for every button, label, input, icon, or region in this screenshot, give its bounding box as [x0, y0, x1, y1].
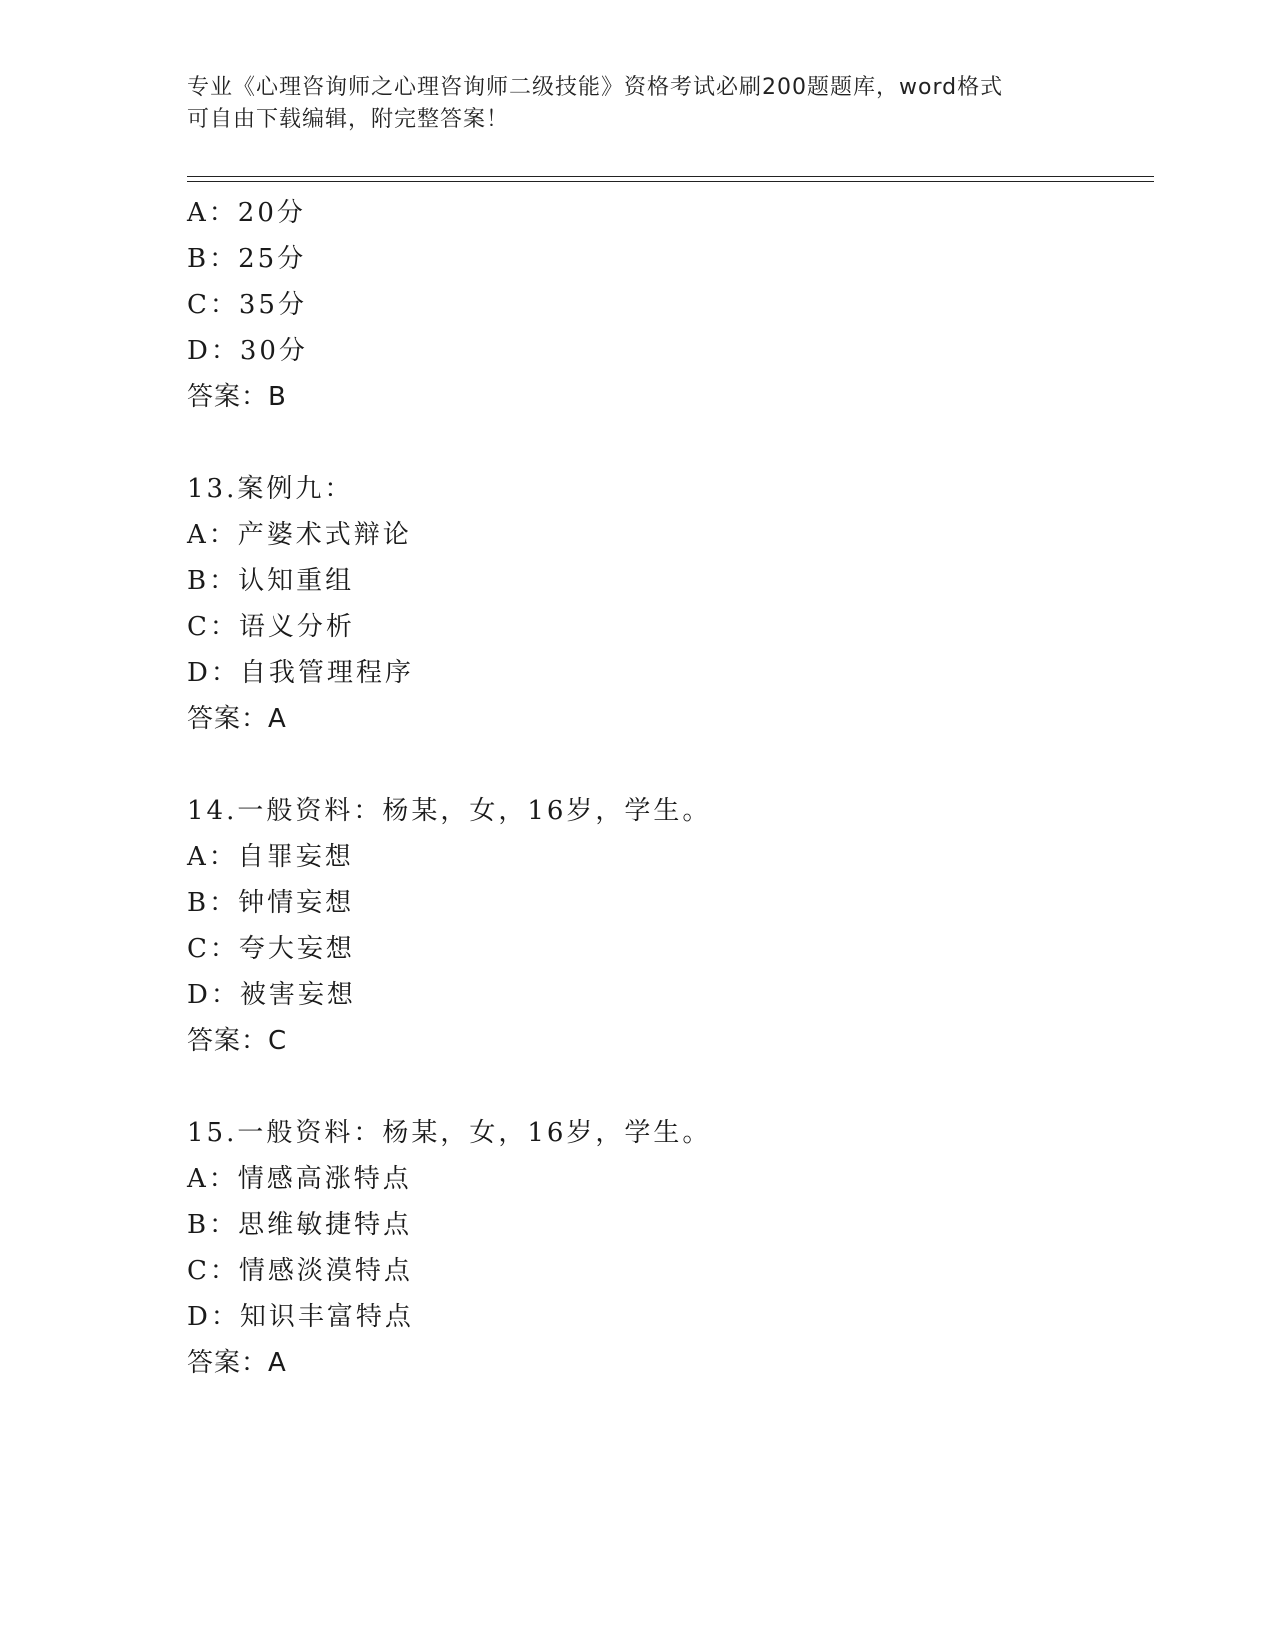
option-b: B：认知重组 — [187, 566, 355, 596]
question-stem: 13.案例九： — [187, 474, 354, 504]
option-b: B：思维敏捷特点 — [187, 1210, 413, 1240]
answer-text: 答案：A — [187, 704, 287, 734]
option-b: B：25分 — [187, 244, 307, 274]
answer-text: 答案：C — [187, 1026, 288, 1056]
answer-text: 答案：B — [187, 382, 287, 412]
question-list — [187, 190, 1147, 1386]
option-c: C：语义分析 — [187, 612, 355, 642]
option-c: C：情感淡漠特点 — [187, 1256, 413, 1286]
question-stem: 15.一般资料：杨某，女，16岁，学生。 — [187, 1118, 712, 1148]
option-c: C：夸大妄想 — [187, 934, 355, 964]
header-divider-bottom — [187, 181, 1154, 182]
option-a: A：产婆术式辩论 — [187, 520, 412, 550]
option-d: D：知识丰富特点 — [187, 1302, 414, 1332]
option-b: B：钟情妄想 — [187, 888, 355, 918]
header-title-line-2: 可自由下载编辑，附完整答案！ — [187, 107, 510, 132]
spacer — [187, 420, 1147, 466]
question-block — [187, 466, 1147, 742]
header-title-line-1: 专业《心理咨询师之心理咨询师二级技能》资格考试必刷200题题库，word格式 — [187, 75, 1004, 100]
document-header — [187, 72, 1087, 136]
option-a: A：20分 — [187, 198, 306, 228]
question-block — [187, 1110, 1147, 1386]
option-d: D：被害妄想 — [187, 980, 356, 1010]
question-block — [187, 788, 1147, 1064]
spacer — [187, 742, 1147, 788]
question-block — [187, 190, 1147, 420]
option-d: D：30分 — [187, 336, 308, 366]
option-c: C：35分 — [187, 290, 307, 320]
header-divider-top — [187, 176, 1154, 177]
option-a: A：情感高涨特点 — [187, 1164, 412, 1194]
question-stem: 14.一般资料：杨某，女，16岁，学生。 — [187, 796, 712, 826]
answer-text: 答案：A — [187, 1348, 287, 1378]
option-d: D：自我管理程序 — [187, 658, 414, 688]
spacer — [187, 1064, 1147, 1110]
option-a: A：自罪妄想 — [187, 842, 354, 872]
